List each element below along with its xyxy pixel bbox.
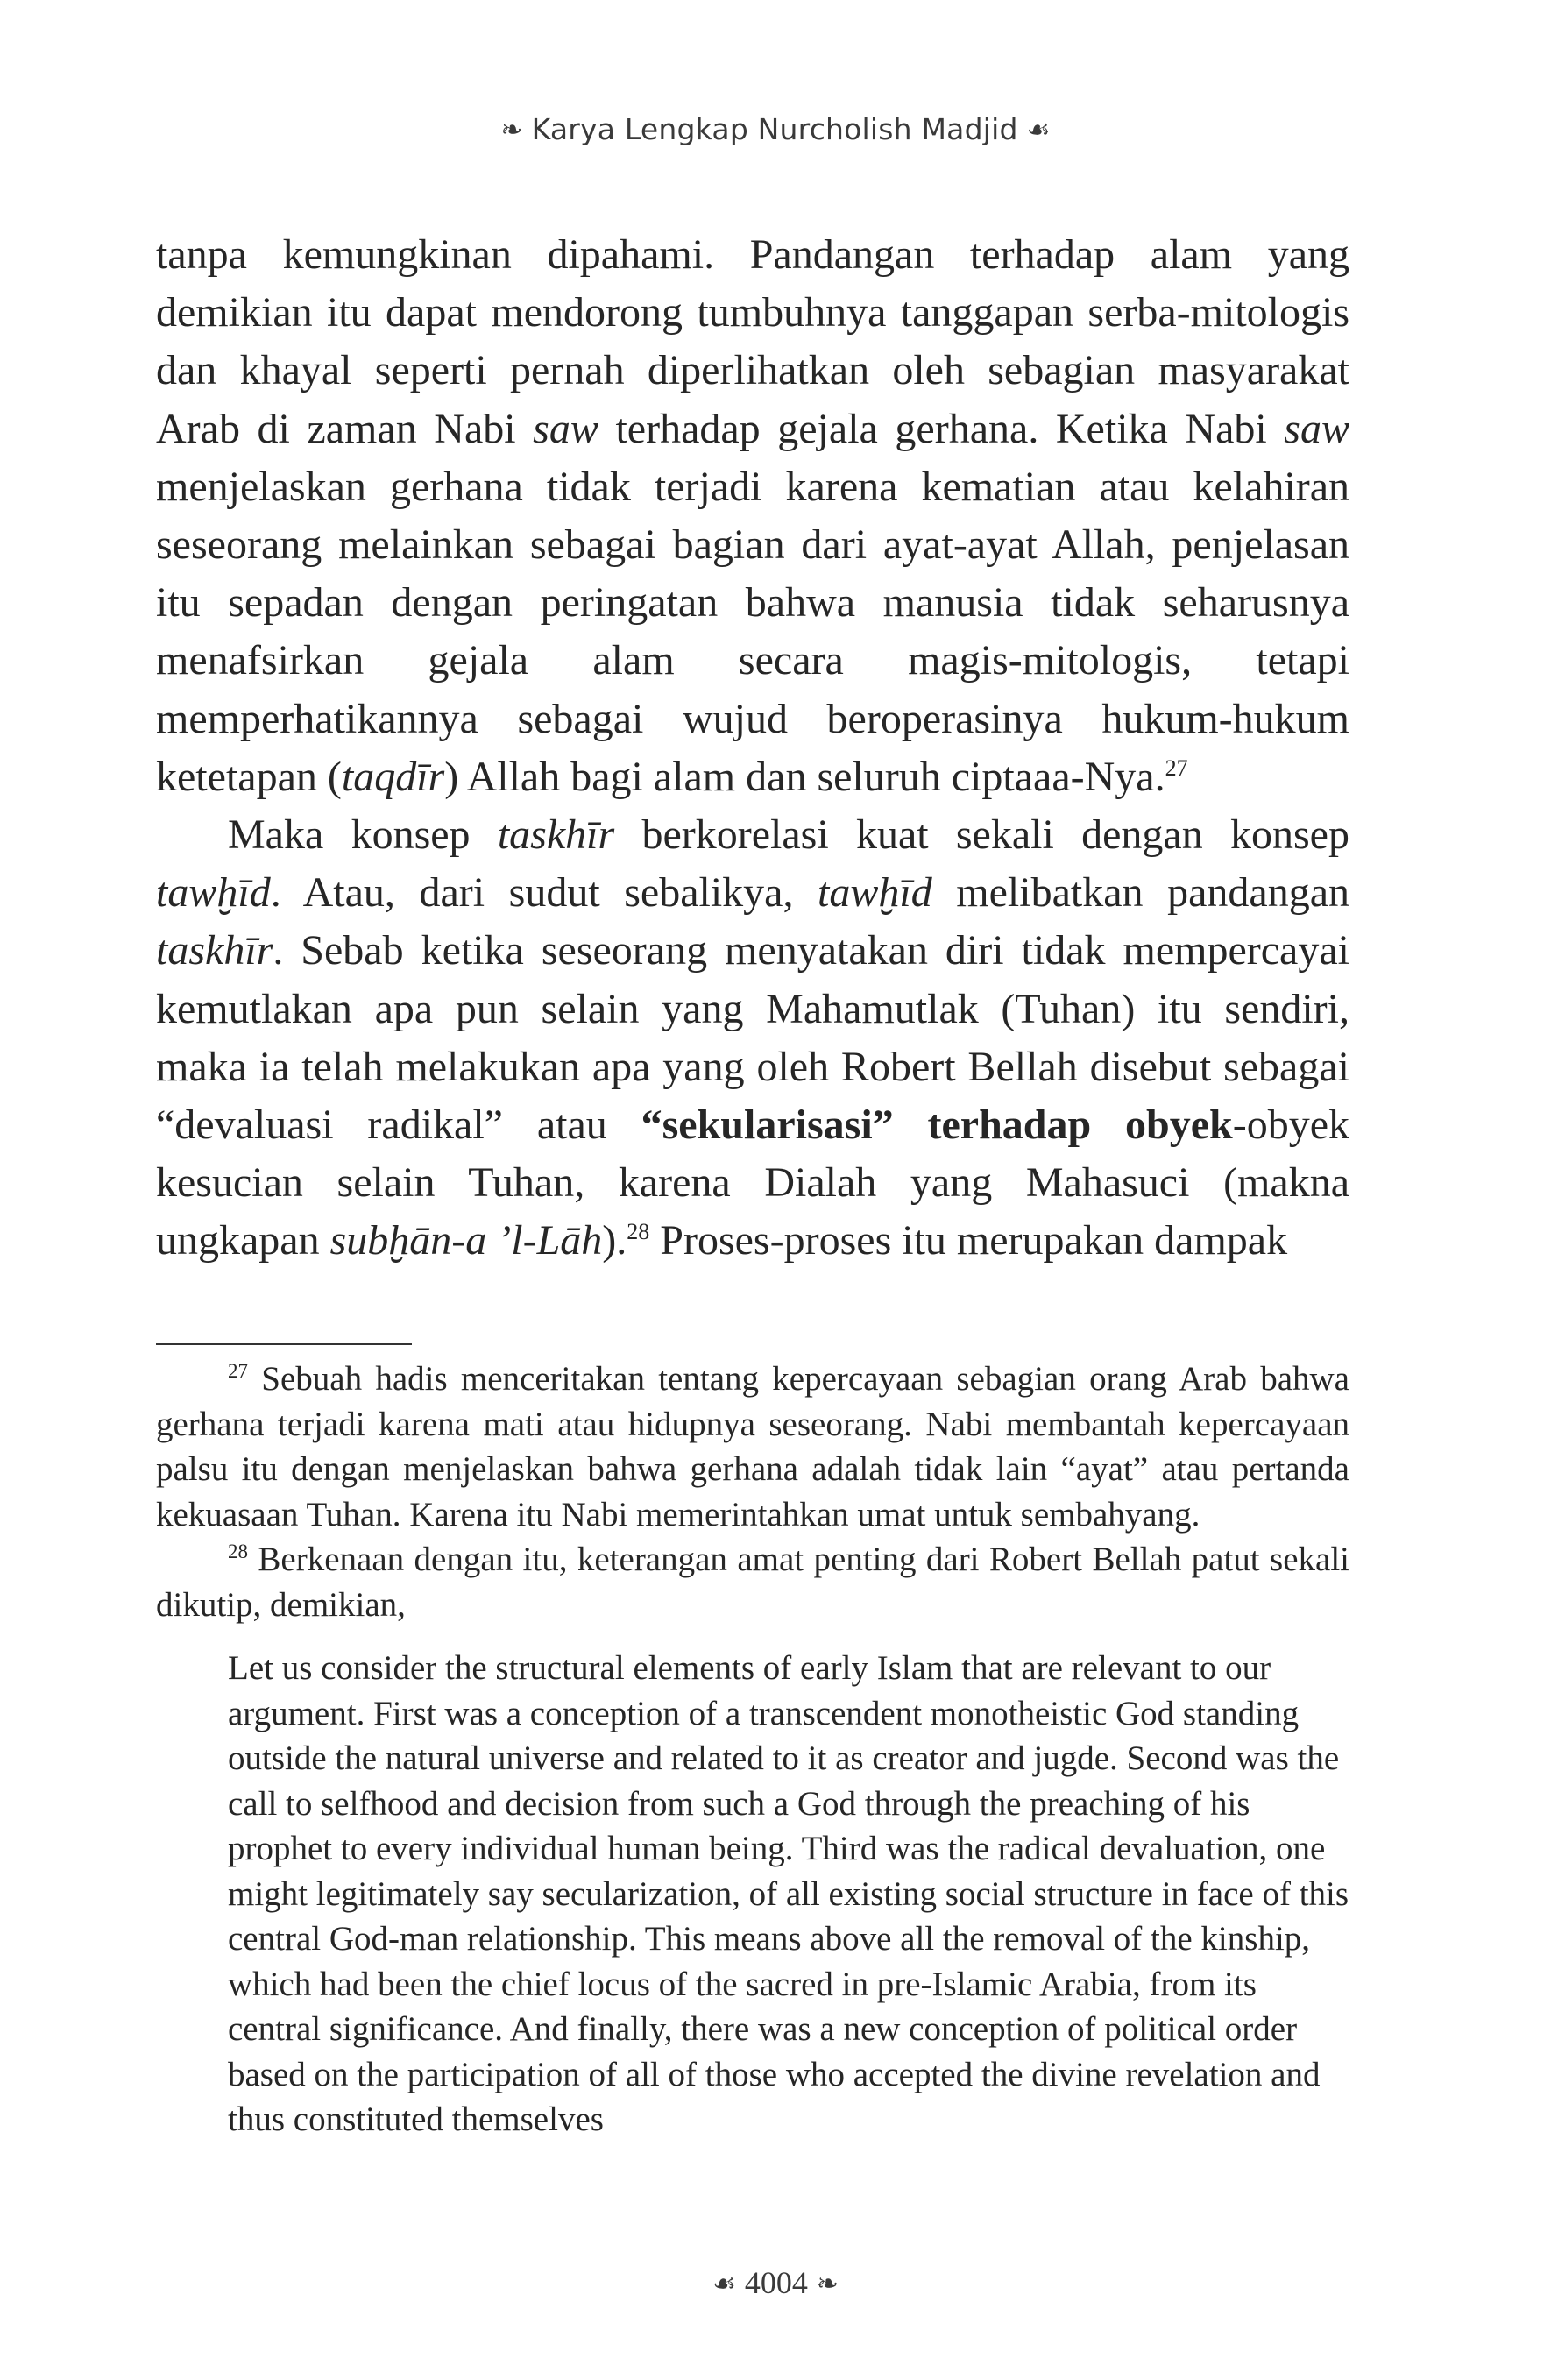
text-run: Proses-proses itu merupakan dampak <box>649 1217 1288 1264</box>
footnote-text: Sebuah hadis menceritakan tentang kepercayaan sebagian orang Arab bahwa gerhana terjadi karena mati atau hidupnya seseorang. Nabi membantah kepercayaan palsu itu dengan menjelaskan bahwa gerhana adalah tidak lain “ayat” atau pertanda kekuasaan Tuhan. Karena itu Nabi memerintahkan umat untuk sembahyang. <box>156 1360 1349 1534</box>
text-run: . Atau, dari sudut sebalikya, <box>270 869 818 917</box>
bold-term: “sekularisasi” terhadap obyek <box>641 1101 1233 1149</box>
italic-term: saw <box>533 405 598 452</box>
running-header-title: Karya Lengkap Nurcholish Madjid <box>531 112 1018 146</box>
text-run: terhadap gejala gerhana. Ketika Nabi <box>598 405 1285 452</box>
footnotes <box>156 1356 1349 2143</box>
italic-term: taskhīr <box>156 927 273 974</box>
text-run: ). <box>602 1217 627 1264</box>
italic-term: taqdīr <box>341 753 445 800</box>
italic-term: subḫān-a ’l-Lāh <box>329 1217 603 1264</box>
ornament-left-icon: ❧ <box>500 115 523 145</box>
footnote-number: 27 <box>228 1360 248 1382</box>
page-number: 4004 <box>744 2265 808 2300</box>
footnote-number: 28 <box>228 1541 248 1562</box>
text-run: ) Allah bagi alam dan seluruh ciptaaa-Nya. <box>444 753 1165 800</box>
page-footer <box>0 2264 1551 2301</box>
italic-term: taskhīr <box>497 811 615 859</box>
text-run: menjelaskan gerhana tidak terjadi karena kematian atau kelahiran seseorang melainkan sebagai bagian dari ayat-ayat Allah, penjelasan itu sepadan dengan peringatan bahwa manusia tidak seharusnya menafsirkan gejala alam secara magis-mitologis, tetapi memperhatikannya sebagai wujud beroperasinya hukum-hukum ketetapan ( <box>156 463 1349 800</box>
text-run: -obyek kesucian selain Tuhan, karena Dialah yang Mahasuci (makna ungkapan <box>156 1101 1350 1264</box>
italic-term: tawḫīd <box>818 869 932 917</box>
footnote-ref-27[interactable]: 27 <box>1165 754 1188 781</box>
paragraph-2 <box>156 806 1349 1271</box>
running-header <box>0 112 1551 146</box>
text-run: melibatkan pandangan <box>931 869 1350 917</box>
footnote-28 <box>156 1537 1349 1627</box>
text-run: Maka konsep <box>228 811 498 859</box>
ornament-right-icon: ☙ <box>1026 115 1051 145</box>
main-text <box>156 226 1349 1271</box>
ornament-left-icon: ☙ <box>712 2269 736 2299</box>
footnote-divider <box>156 1343 412 1345</box>
footnote-text: Berkenaan dengan itu, keterangan amat penting dari Robert Bellah patut sekali dikutip, demikian, <box>156 1541 1349 1624</box>
italic-term: saw <box>1284 405 1349 452</box>
footnote-27 <box>156 1356 1349 1537</box>
italic-term: tawḫīd <box>156 869 271 917</box>
text-run: berkorelasi kuat sekali dengan konsep <box>614 811 1349 859</box>
text-run: . Sebab ketika seseorang menyatakan diri tidak mempercayai kemutlakan apa pun selain yang Mahamutlak (Tuhan) itu sendiri, maka ia telah melakukan apa yang oleh Robert Bellah disebut sebagai “devaluasi radikal” atau <box>156 927 1349 1149</box>
text-run: tanpa kemungkinan dipahami. Pandangan terhadap alam yang demikian itu dapat mendorong tumbuhnya tanggapan serba-mitologis dan khayal seperti pernah diperlihatkan oleh sebagian masyarakat Arab di zaman Nabi <box>156 231 1349 452</box>
paragraph-1 <box>156 226 1349 806</box>
footnote-ref-28[interactable]: 28 <box>627 1219 650 1245</box>
block-quote: Let us consider the structural elements of early Islam that are relevant to our argument. First was a conception of a transcendent monotheistic God standing outside the natural universe and related to it as creator and jugde. Second was the call to selfhood and decision from such a God through the preaching of his prophet to every individual human being. Third was the radical devaluation, one might legitimately say secularization, of all existing social structure in face of this central God-man relationship. This means above all the removal of the kinship, which had been the chief locus of the sacred in pre-Islamic Arabia, from its central significance. And finally, there was a new conception of political order based on the participation of all of those who accepted the divine revelation and thus constituted themselves <box>228 1649 1349 2138</box>
ornament-right-icon: ❧ <box>816 2269 839 2299</box>
